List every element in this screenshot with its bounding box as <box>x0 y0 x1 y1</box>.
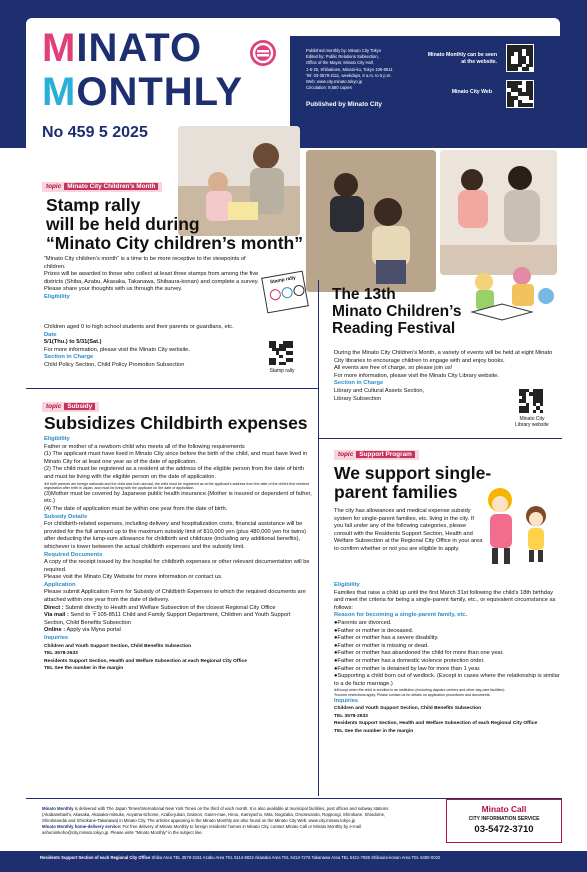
photo-mother-child <box>440 150 557 275</box>
qr-web-label: Minato City Web <box>451 89 492 95</box>
photo-children-playing <box>306 150 436 292</box>
topic-tag-subsidy: topic Subsidy <box>42 402 99 412</box>
stamp-rally-qr-label: Stamp rally <box>269 368 295 374</box>
qr-code-icon[interactable] <box>506 44 534 72</box>
qr-code-icon[interactable] <box>518 388 544 414</box>
article1-details: Children aged 0 to high school students and their parents or guardians, etc. Date 5/1(Thu.) to 5/31(Sat.) For more information, please visit the Minato City website. Section in Charge Child Policy Section, Child Policy Promotion Subsection <box>44 324 234 368</box>
issue-number: No 459 5 2025 <box>42 124 148 141</box>
column-divider <box>318 280 319 796</box>
article1-body: “Minato City children’s month” is a time to be more receptive to the viewpoints of children. Prizes will be awarded to those who collect at least three stamps from among the five districts (Shiba, Azabu, Akasaka, Takanawa, Shibaura-konan) and complete a survey. Please share your thoughts with us through the survey. Eligibility <box>44 256 259 300</box>
article3-title: Subsidizes Childbirth expenses <box>44 413 308 433</box>
publisher-info: Published monthly by: Minato City Tokyo Edited by: Public Relations Subsection, Office of the Mayor, Minato City Hall, 1-5-25, Shibakoen, Minato-ku, Tokyo 105-8511 Tel: 03-3578-2111, weekdays, 9 a.m. to 5 p.m. Web: www.city.minato.tokyo.jp Circulation: 9,580 copies <box>306 48 393 91</box>
logo-line-minato: MINATO <box>42 26 203 70</box>
article2-title: The 13th Minato Children’s Reading Festival <box>332 286 462 337</box>
distribution-note: Minato Monthly is delivered with The Japan Times/International New York Times on the third of each month. It is also available at municipal facilities, post offices and subway stations (Akabanebashi, Akasaka, Akasaka-mitsuke, Aoyama-itchome, Azabu-juban, Daimon, Gaien-mae, Hiroo, Kamiyacho, Mita, Nogizaka, Omotesando, Roppongi, Shirokane, Shiodome, Shirokanedai and Shirokane-Takanawa) in Minato City. The articles appearing in the Minato Monthly are also found on the Minato City Web: www.city.minato.tokyo.jp Minato Monthly home-delivery service: For free delivery of Minato Monthly to foreign residents’ homes in Minato City, contact Minato Call or Minato Monthly by e-mail ashuminkoho@city.minato.tokyo.jp. Please write “Minato Monthly” in the subject line. <box>42 806 389 835</box>
regional-offices-phone-list: Residents Support Section of each Regional City Office Shiba Area TEL 3578-3161 Azabu Area TEL 5114-8822 Akasaka Area TEL 5413-7276 Takanawa Area TEL 5421-7085 Shibaura-konan Area TEL 6400-0022 <box>40 855 441 860</box>
article4-title: We support single- parent families <box>334 463 492 502</box>
article4-body: Eligibility Families that raise a child up until the first March 31st following the child’s 18th birthday and meet the criteria for being a single-parent family, etc., or equivalent circumstance as follows: Reason for becoming a single-parent family, etc. ●Parents are divorced. ●Father or mother is deceased. ●Father or mother has a severe disability. ●Father or mother is missing or dead. ●Father or mother has abandoned the child for more than one year. ●Father or mother has a domestic violence protection order. ●Father or mother is detained by law for more than 1 year. ●Supporting a child born out of wedlock. (Except in cases where the relationship is similar to a de facto marriage.) ※Except when the child is enrolled in an institution (excluding daycare centers and other day-care facilities) *Income restrictions apply. Please contact us for details on application procedures and documents. Inquiries Children and Youth Support Section, Child Benefits Subsection TEL 3578-2633 Residents Support Section, Health and Welfare Subsection of each Regional City Office TEL See the number in the margin <box>334 582 560 734</box>
children-reading-illustration <box>462 266 560 324</box>
city-emblem-icon <box>248 38 278 68</box>
published-by: Published by Minato City <box>306 101 382 108</box>
section-divider <box>318 438 562 439</box>
qr-code-icon[interactable] <box>268 340 294 366</box>
qr-site-label: Minato Monthly can be seen at the website. <box>427 52 497 65</box>
article3-body: Eligibility Father or mother of a newborn child who meets all of the following requirements (1) The applicant must have lived in Minato City since before the birth of the child, and must have lived in Minato City for at least one year as of the date of application. (2) The child must be registered as a resident at the address of the eligible person from the date of birth and must be living with the eligible person on the date of application. ※If both parents are foreign nationals and the child was born abroad, the child must be registered as at the applicant’s address from the date of the child’s first resident registration after birth in Japan, and must be living with the applicant on the date of application. (3)Mother must be covered by Japanese public health insurance.(Mother is insured or dependent of father, etc.) (4) The date of application must be within one year from the date of birth. Subsidy Details For childbirth-related expenses, including delivery and hospitalization costs, financial assistance will be provided for the full amount up to the maximum subsidy limit of 810,000 yen (plus 480,000 yen for twins) after deducting the lump-sum allowance for childbirth and childcare (including any additional benefits), whichever is lower between the actual childbirth expenses and the subsidy limit. Required Documents A copy of the receipt issued by the hospital for childbirth expenses or other relevant documentation will be required. Please visit the Minato City Website for more information or contact us. Application Please submit Application Form for Subsidy of Childbirth Expenses to which the required documents are attached within one year from the date of delivery. Direct : Submit directly to Health and Welfare Subsection of the closest Regional City Office Via mail : Send to 〒105-8511 Child and Family Support Department, Children and Youth Support Section, Child Benefits Subsection Online : Apply via Myna portal Inquiries Children and Youth Support Section, Child Benefits Subsection TEL 3578-2633 Residents Support Section, Health and Welfare Subsection at each Regional City Office TEL See the number in the margin <box>44 436 312 672</box>
topic-tag-children-month: topic Minato City Children's Month <box>42 182 162 192</box>
section-divider <box>26 388 318 389</box>
family-illustration <box>478 482 558 572</box>
article1-title: Stamp rally will be held during “Minato City children’s month” <box>46 195 303 253</box>
article4-intro: The city has allowances and medical expense subsidy system for single-parent families, etc. living in the city. If you fall under any of the following categories, please consult with the Residents Support Section, Health and Welfare Subsection at the Regional City Office in your area to confirm whether or not you are eligible to apply. <box>334 508 483 552</box>
stamp-card-illustration: Stamp rally <box>261 271 309 314</box>
minato-call-box: Minato Call CITY INFORMATION SERVICE 03-5472-3710 <box>446 799 562 843</box>
logo-line-monthly: MONTHLY <box>42 70 244 114</box>
library-qr-label: Minato City Library website <box>515 416 549 429</box>
article2-body: During the Minato City Children’s Month, a variety of events will be held at eight Minato City libraries to encourage children to engage with and enjoy books. All events are free of charge, so please join us! For more information, please visit the Minato City Library website. Section in Charge Library and Cultural Assets Section, Library Subsection <box>334 350 553 402</box>
minato-call-phone[interactable]: 03-5472-3710 <box>474 824 534 835</box>
topic-tag-support-program: topic Support Program <box>334 450 419 460</box>
qr-code-icon[interactable] <box>506 80 534 108</box>
